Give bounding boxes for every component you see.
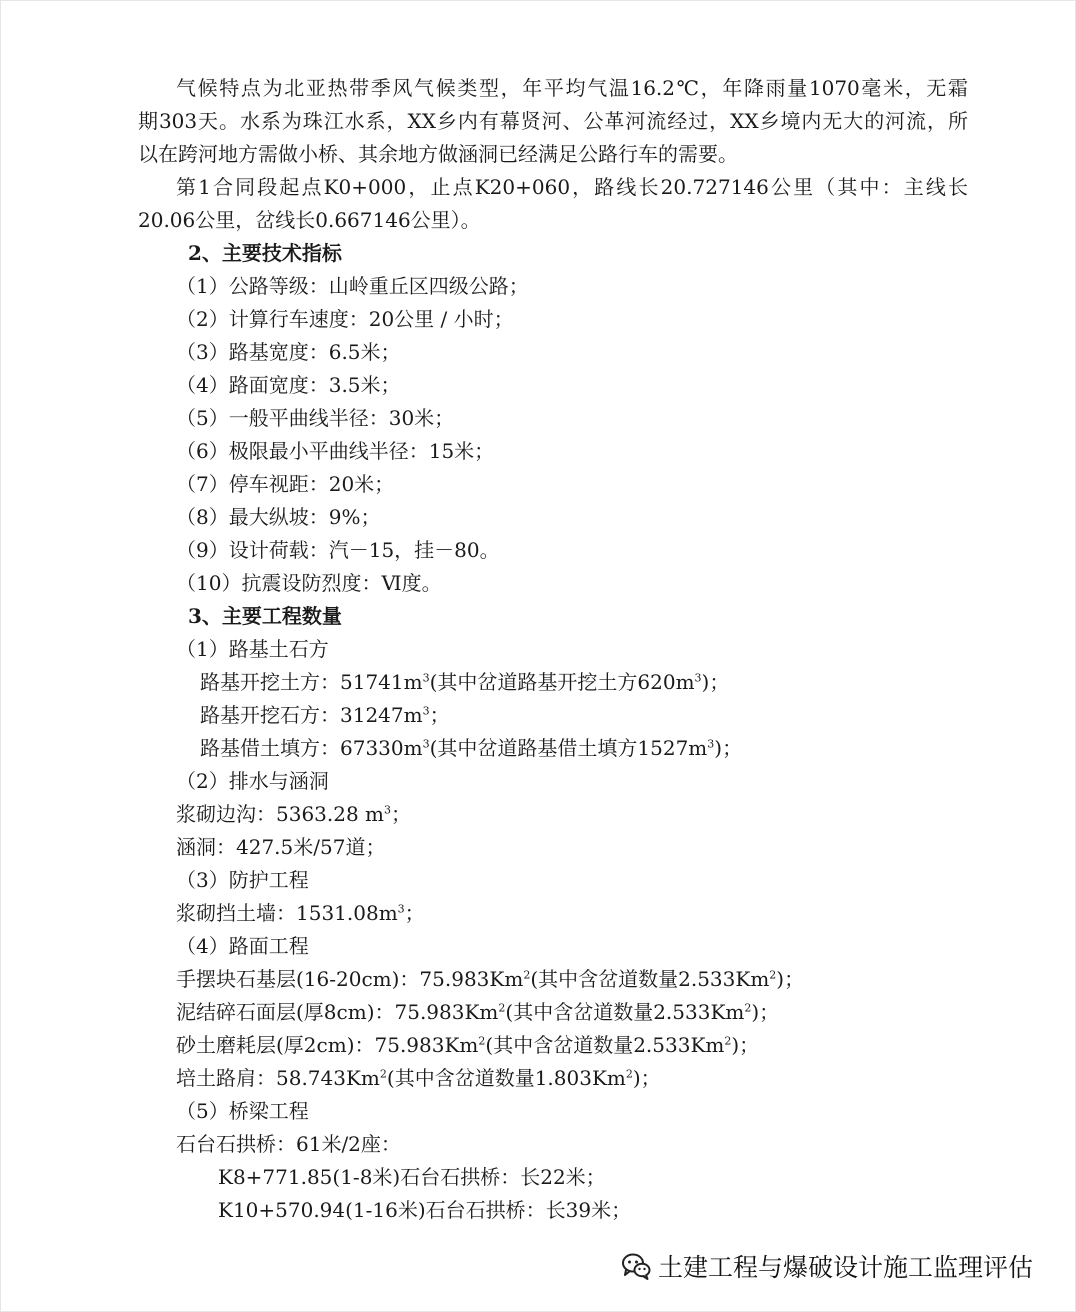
section-line-1: 第1合同段起点K0+000，止点K20+060，路线长20.727146公里（其中：主线长 [176,175,968,199]
culvert-line: 涵洞：427.5米/57道； [176,835,386,859]
tech-item-5: （5）一般平曲线半径：30米； [176,406,455,430]
tech-item-6: （6）极限最小平曲线半径：15米； [176,439,495,463]
drainage-title: （2）排水与涵洞 [176,769,329,793]
tech-item-2: （2）计算行车速度：20公里 / 小时； [176,307,514,331]
retaining-wall-line: 浆砌挡土墙：$1531.08m^3$； [176,901,425,925]
ditch-line: 浆砌边沟：5363.28 $m^3$； [176,802,412,826]
section-line-2: 20.06公里，岔线长0.667146公里）。 [138,208,481,232]
bridge-1-line: K8+771.85(1-8米)石台石拱桥：长22米； [218,1165,606,1189]
climate-line-2: 期303天。水系为珠江水系，XX乡内有幕贤河、公革河流经过，XX乡境内无大的河流，所 [138,109,968,133]
wechat-icon [620,1250,652,1282]
watermark-text: 土建工程与爆破设计施工监理评估 [658,1253,1034,1282]
excavation-soil-line: 路基开挖土方：$51741m^3$(其中岔道路基开挖土方$620m^3$)； [200,670,730,694]
bridge-2-line: K10+570.94(1-16米)石台石拱桥：长39米； [218,1198,632,1222]
tech-heading: 2、主要技术指标 [188,241,342,265]
climate-line-3: 以在跨河地方需做小桥、其余地方做涵洞已经满足公路行车的需要。 [138,142,738,166]
tech-item-7: （7）停车视距：20米； [176,472,395,496]
pavement-base-line: 手摆块石基层(16-20cm)：75.983Km$^2$(其中含岔道数量2.533Km$^2$)； [176,967,805,991]
protection-title: （3）防护工程 [176,868,309,892]
document-body [0,72,1076,1227]
fill-line: 路基借土填方：$67330m^3$(其中岔道路基借土填方$1527m^3$)； [200,736,743,760]
tech-item-4: （4）路面宽度：3.5米； [176,373,401,397]
pavement-surface-line: 泥结碎石面层(厚8cm)：75.983Km$^2$(其中含岔道数量2.533Km$^2$)； [176,1000,780,1024]
excavation-rock-line: 路基开挖石方：$31247m^3$； [200,703,450,727]
watermark [616,1246,1037,1286]
tech-item-8: （8）最大纵坡：9%； [176,505,381,529]
bridge-summary-line: 石台石拱桥：61米/2座： [176,1132,401,1156]
earthwork-title: （1）路基土石方 [176,637,329,661]
pavement-title: （4）路面工程 [176,934,309,958]
tech-item-10: （10）抗震设防烈度：Ⅵ度。 [176,571,442,595]
bridge-title: （5）桥梁工程 [176,1099,309,1123]
pavement-shoulder-line: 培土路肩：58.743Km$^2$(其中含岔道数量1.803Km$^2$)； [176,1066,661,1090]
pavement-wear-line: 砂土磨耗层(厚2cm)：75.983Km$^2$(其中含岔道数量2.533Km$^2$)； [176,1033,760,1057]
climate-line-1: 气候特点为北亚热带季风气候类型，年平均气温16.2℃，年降雨量1070毫米，无霜 [176,76,968,100]
tech-item-9: （9）设计荷载：汽－15，挂－80。 [176,538,500,562]
tech-item-1: （1）公路等级：山岭重丘区四级公路； [176,274,529,298]
quantities-heading: 3、主要工程数量 [188,604,342,628]
tech-item-3: （3）路基宽度：6.5米； [176,340,401,364]
